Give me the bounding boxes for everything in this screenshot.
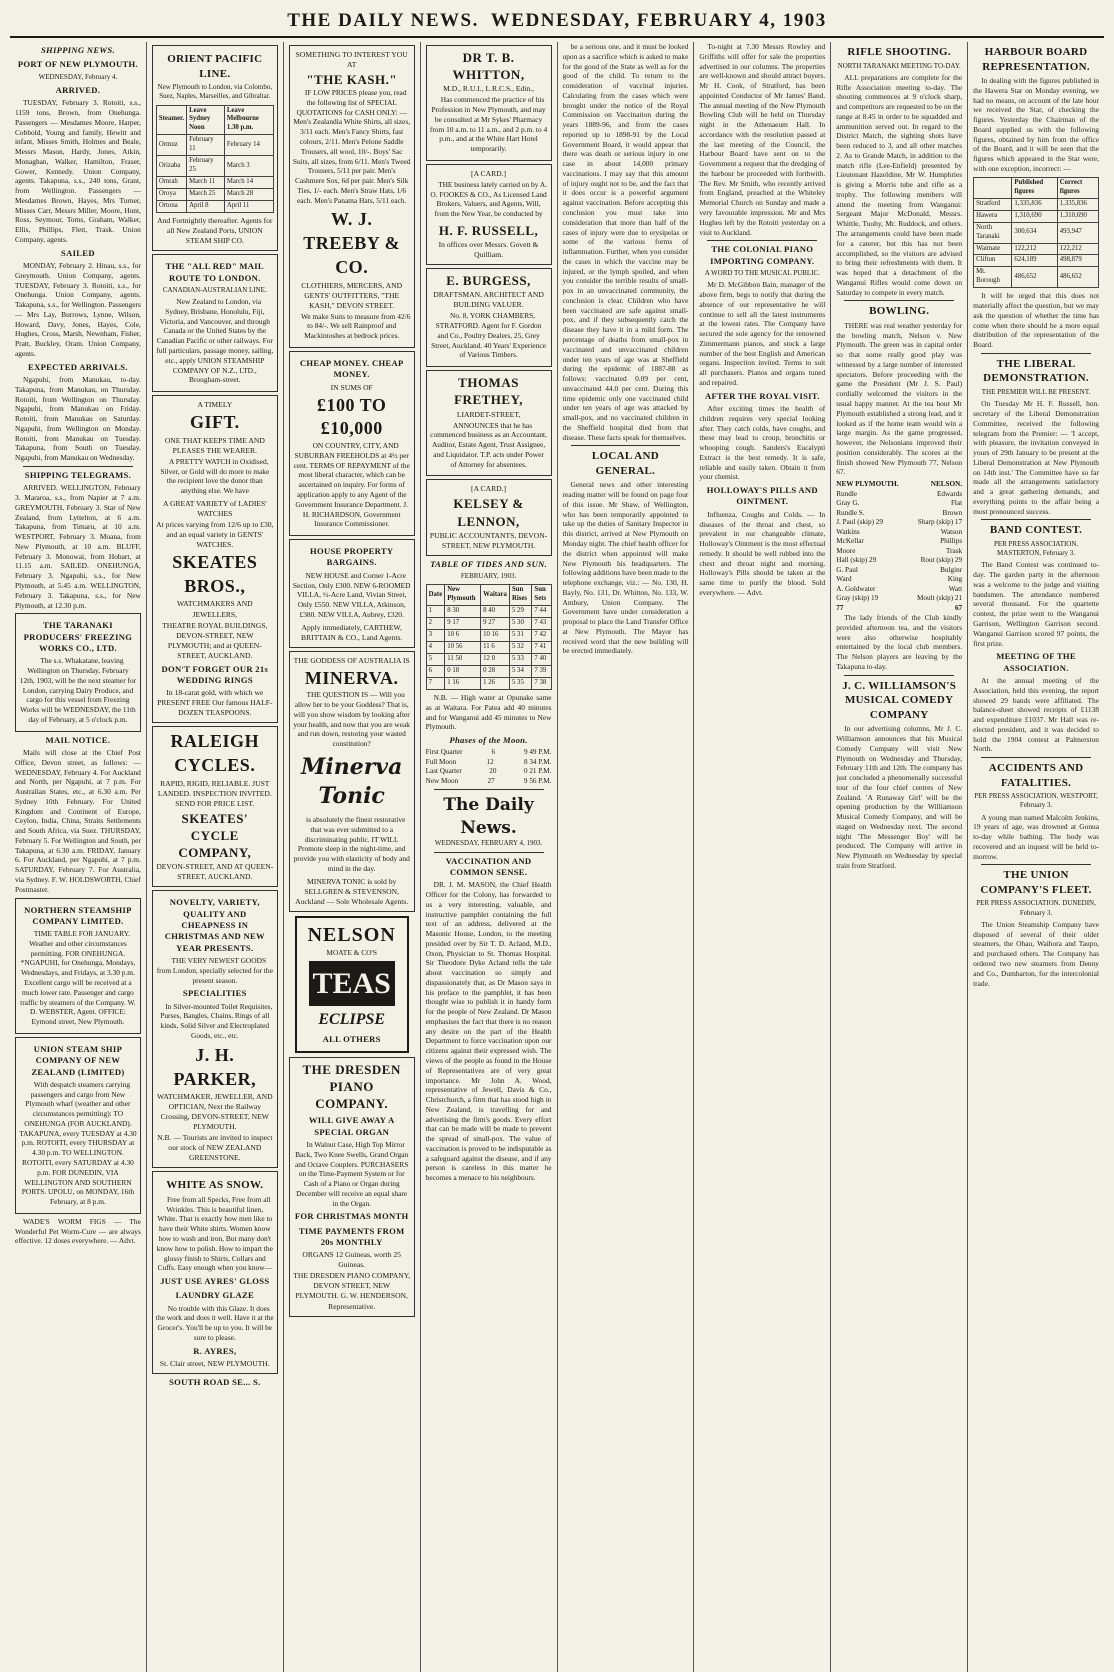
column-1: [10, 42, 147, 1672]
table-row: Gray G. Flat: [836, 499, 963, 508]
table-row: Ward King: [836, 575, 963, 584]
williamson-text: In our advertising columns, Mr J. C. Williamson announces that his Musical Comedy Company will visit New Plymouth on Wednesday and Thursday, February 11th and 12th. The company has just concluded a phenomenally successful tour of the four chief centres of New Zealand. 'A Runaway Girl' will be the opening production by the Williamson Musical Comedy Company, and will be staged on Wednesday next. The second night 'The Messenger Boy' will be produced. The Company will arrive in New Plymouth on Wednesday by special train from Stratford.: [836, 724, 963, 870]
tides-note: N.B. — High water at Opunake same as at Waitara. For Patea add 40 minutes and for Wanganui add 45 minutes to New Plymouth.: [425, 693, 552, 732]
column-3: [284, 42, 421, 1672]
heading-union-fleet: THE UNION COMPANY'S FLEET.: [980, 869, 1092, 896]
heading-telegrams: SHIPPING TELEGRAMS.: [24, 469, 132, 480]
ad-taranaki-freezing: THE TARANAKI PRODUCERS' FREEZING WORKS CO., LTD. The s.s. Whakatane, leaving Wellington on Thursday, February 12th, 1903, will be the next steamer for London, carrying Dairy Produce, and cargo for this vessel from Freezing Works will be WEDNESDAY, the 11th day of February, at 5 o'clock p.m.: [15, 613, 141, 731]
heading-bowling: BOWLING.: [869, 305, 930, 318]
list-item: Full Moon 12 8 34 P.M.: [425, 757, 552, 766]
local-general-text: General news and other interesting reading matter will be found on page four of this issue. Mr Shaw, of Wellington, who has been temporarily appointed to take up the duties of Sanitary Inspector in this district, arrived at New Plymouth on Monday night. The chief health officer for the district when appointed will make New Plymouth his headquarters. The following additions have been made to the telephone exchange, viz.: — No. 130, H. Bayly, No. 131, Dr. Whitton, No. 133, W. Ambury, Union Company. The Government have under consideration a proposal to place the Land Transfer Office at New Plymouth. The Mayor has received word that the new building will be erected immediately.: [562, 480, 689, 656]
heading-expected: EXPECTED ARRIVALS.: [28, 361, 128, 372]
column-2: [147, 42, 284, 1672]
heading-shipping-news: SHIPPING NEWS.: [40, 45, 115, 55]
ad-northern-steamship: NORTHERN STEAMSHIP COMPANY LIMITED. TIME TABLE FOR JANUARY. Weather and other circumstances permitting. FOR ONEHUNGA. *NGAPUHI, for Onehunga, Mondays, Wednesdays, and Fridays, at 3.30 p.m. Excellent cargo will be received at a much lower rate. Passenger and cargo traffic by steamers of the Company. W. D. WEBSTER, Agent. OFFICE: Eymond street, New Plymouth.: [15, 898, 141, 1034]
meeting-text: At the annual meeting of the Association, held this evening, the report showed 29 bands were affiliated. The balance-sheet showed receipts of £1138 and expenditure £1037. Mr Hall was re-elected president, and it was decided to hold the 1904 contest at Palmerston North.: [973, 675, 1099, 754]
column-7: RIFLE SHOOTING. NORTH TARANAKI MEETING TO-DAY. ALL preparations are complete for the Rifle Association meeting to-day. The shooting commences at 9 o'clock sharp, and competitors are requested to be on the range at 8.45 in order to be squadded and ammunition served out. In regard to the District Match, the sighting shots have been reduced to 3, and all other matches 2. As to Grande Match, in addition to the match rifle (Lee-Enfield) presented by Lieutenant Hazeldine, Mr W. Humphries is giving a Morris tube and rifle as a trophy. The following members will attend the meeting from Wanganui: Sergeant Major McDonald, Messrs. Whittle, Tuohy, Mr. Ruddock, and others. The arrangements could have been made for a caterer, but this has not been accomplished, so the visitors are advised to bring their refreshments with them. It was hoped that a detachment of the Wanganui Rifles would come down on Saturday to compete in every match. BOWLING. THERE was real weather yesterday for the bowling match, Nelson v. New Plymouth. The green was in capital order so that some really good play was witnessed by a large number of interested spectators. Before proceeding with the game the President (Mr J. S. Paul) cordially welcomed the visitors in the usual happy manner. At the tea hour Mr Plymouth established a strong lead, and it looked as if the home team would win a large margin. As the game progressed, however, the Nelsonians improved their position considerably. The scores at the finish showed New Plymouth 77, Nelson 67. NEW PLYMOUTH. NELSON. Rundle Edwards Gray G. Flat Rundle S. Brown J. Paul (skip) 29 Sharp (skip) 17 Watkins Watson McKellar Phillips Moore Trask Hall (skip) 29 Rout (skip) 29 G. Paul Bulginr Ward King A. Goldwater Watt Gray (skip) 19 Moult (skip) 21 77 67 The lady friends of the Club kindly provided afternoon tea, and the visitors were also otherwise hospitably entertained by the local club members. The Nelson players are leaving by the Takapuna to-day. J. C. WILLIAMSON'S MUSICAL COMEDY COMPANY In our advertising columns, Mr J. C. Williamson announces that his Musical Comedy Company will visit New Plymouth on Wednesday and Thursday, February 11th and 12th. The company has just concluded a phenomenally successful tour of the four chief centres of New Zealand. 'A Runaway Girl' will be the opening production by the Williamson Musical Comedy Company, and will be staged on Wednesday next. The second night 'The Messenger Boy' will be produced. The Company will arrive in New Plymouth on Wednesday by special train from Stratford.: [831, 42, 968, 1672]
ad-kelsey-lennon: [A CARD.] KELSEY & LENNON, PUBLIC ACCOUNTANTS, DEVON-STREET, NEW PLYMOUTH.: [426, 479, 552, 555]
heading-harbour-board: HARBOUR BOARD REPRESENTATION.: [982, 46, 1090, 73]
ad-russell: [A CARD.] THE business lately carried on by A. O. FOOKES & CO., As Licensed Land Brokers, Valuers, and Agents, Will, from the New Year, be conducted by H. F. RUSSELL, In offices over Messrs. Govett & Quilliam.: [426, 164, 552, 265]
heading-holloway: HOLLOWAY'S PILLS AND OINTMENT.: [706, 485, 818, 507]
harbour-after-text: It will be urged that this does not materially affect the question, but we may ask the question of whether the time has come when there should be a more equal distribution of the representation of the Board.: [973, 291, 1099, 350]
heading-tides: TABLE OF TIDES AND SUN.: [430, 558, 548, 569]
ad-dresden-piano: THE DRESDEN PIANO COMPANY. WILL GIVE AWAY A SPECIAL ORGAN In Walnut Case, High Top Mirror Back, Two Knee Swells, Grand Organ and Octave Couplers. PURCHASERS on the Time-Payment System or for Cash of a Piano or Organ during December will receive an equal share in the Organ. FOR CHRISTMAS MONTH TIME PAYMENTS FROM 20s MONTHLY ORGANS 12 Guineas, worth 25 Guineas. THE DRESDEN PIANO COMPANY, DEVON STREET, NEW PLYMOUTH. G. W. HENDERSON, Representative.: [289, 1057, 415, 1317]
table-row: 4 10 56 11 6 5 32 7 41: [426, 642, 551, 654]
ad-orient-line: ORIENT PACIFIC LINE. New Plymouth to London, via Colombo, Suez, Naples, Marseilles, and Gibraltar. Steamer. Leave Sydney Noon Leave Melbourne 1.30 p.m. Ormuz February 11 February 14 Orizaba February 25 March 3 Omrah March 11 March 14 Oroya March 25 March 28 Ortona April 8 April 11 And Fortnightly thereafter. Agents for all New Zealand Ports, UNION STEAM SHIP CO.: [152, 45, 278, 251]
ad-parker-jeweller: NOVELTY, VARIETY, QUALITY AND CHEAPNESS IN CHRISTMAS AND NEW YEAR PRESENTS. THE VERY NEWEST GOODS from London, specially selected for the present season. SPECIALITIES In Silver-mounted Toilet Requisites, Purses, Bangles, Chains, Rings of all kinds, Solid Silver and Electroplated Goods, etc., etc. J. H. PARKER, WATCHMAKER, JEWELLER, AND OPTICIAN, Next the Railway Crossing, DEVON-STREET, NEW PLYMOUTH. N.B. — Tourists are invited to inspect our stock of NEW ZEALAND GREENSTONE.: [152, 890, 278, 1168]
heading-local-general: LOCAL AND GENERAL.: [591, 450, 660, 477]
heading-mail-notice: MAIL NOTICE.: [45, 734, 111, 745]
ad-raleigh-cycles: RALEIGH CYCLES. RAPID, RIGID, RELIABLE. JUST LANDED. INSPECTION INVITED. SEND FOR PRICE LIST. SKEATES' CYCLE COMPANY, DEVON-STREET, AND AT QUEEN-STREET, AUCKLAND.: [152, 726, 278, 887]
table-row: Clifton 624,189 498,879: [974, 255, 1099, 267]
table-row: 6 0 18 0 28 5 34 7 39: [426, 666, 551, 678]
heading-sailed: SAILED: [61, 247, 95, 258]
table-row: Stratford 1,335,836 1,335,836: [974, 198, 1099, 210]
skeates-bros-title: SKEATES BROS.,: [172, 551, 258, 596]
table-row: 1 8 30 8 40 5 29 7 44: [426, 606, 551, 618]
table-row: Mt. Borough 486,652 486,652: [974, 267, 1099, 288]
table-row: 3 10 6 10 16 5 31 7 42: [426, 630, 551, 642]
table-row: Rundle Edwards: [836, 489, 963, 498]
date-line: WEDNESDAY, February 4.: [38, 72, 118, 81]
orient-table: Steamer. Leave Sydney Noon Leave Melbourne 1.30 p.m. Ormuz February 11 February 14 Orizaba February 25 March 3 Omrah March 11 March 14 Oroya March 25 March 28 Ortona April 8 April 11: [156, 105, 274, 214]
ad-frethey: THOMAS FRETHEY, LIARDET-STREET, ANNOUNCES that he has commenced business as an Accountant, Auditor, Estate Agent, Trust Assignee, and Liquidator. T.P. acts under Power of Attorney for absentees.: [426, 370, 552, 476]
rifle-text: ALL preparations are complete for the Rifle Association meeting to-day. The shooting commences at 9 o'clock sharp, and competitors are requested to be on the range at 8.45 in order to be squadded and ammunition served out. In regard to the District Match, the sighting shots have been reduced to 3, and all other matches 2. As to Grande Match, in addition to the match rifle (Lee-Enfield) presented by Lieutenant Hazeldine, Mr W. Humphries is giving a Morris tube and rifle as a trophy. The following members will attend the meeting from Wanganui: Sergeant Major McDonald, Messrs. Whittle, Tuohy, Mr. Ruddock, and others. The arrangements could have been made for a caterer, but this has not been accomplished, so the visitors are advised to bring their refreshments with them. It was hoped that a detachment of the Wanganui Rifles would come down on Saturday to compete in every match.: [836, 72, 963, 297]
footer-ad-worm-figs: WADE'S WORM FIGS — The Wonderful Pet Worm-Cure — are always effective. 12 doses everywhere. — Advt.: [15, 1216, 141, 1246]
table-row: Watkins Watson: [836, 527, 963, 536]
bowling-text: THERE was real weather yesterday for the bowling match, Nelson v. New Plymouth. The green was in capital order so that some really good play was witnessed by a large number of interested spectators. Before proceeding with the game the President (Mr J. S. Paul) cordially welcomed the visitors in the usual happy manner. At the tea hour Mr Plymouth established a strong lead, and it looked as if the home team would win a large margin. As the game progressed, however, the Nelsonians improved their position considerably. The scores at the finish showed New Plymouth 77, Nelson 67.: [836, 320, 963, 477]
masthead: [10, 8, 1104, 32]
column-6: To-night at 7.30 Messrs Rowley and Griffiths will offer for sale the properties advertised in our columns. The properties are well-known and should attract buyers. Mr H. Cook, of Stratford, has been appointed Conductor of Mr James' Band. The annual meeting of the New Plymouth Bowling Club will be held on Thursday night in the Athenaeum Hall. In accordance with the resolution passed at the last meeting of the Council, the Harbour Board have sent on to the Government a request that the dredging of the harbour be proceeded with forthwith. The Rev. Mr Smith, who recently arrived from England, preached at the Whiteley Memorial Church on Sunday and made a very favourable impression. Mr and Mrs Hughes left by the Rotoiti yesterday on a visit to Auckland. THE COLONIAL PIANO IMPORTING COMPANY. A WORD TO THE MUSICAL PUBLIC. Mr D. McGibbon Bain, manager of the above firm, begs to notify that during the absence of our representative he will continue to sell all the latest instruments at the lowest rates. The Company have secured the sole agency for the renowned Zimmermann pianos, and stock a large number of the best English and American organs. Inspection invited. Terms to suit all purchasers. Pianos and organs tuned and repaired. AFTER THE ROYAL VISIT. After exciting times the health of children requires very special looking after. They catch colds, have coughs, and these may lead to croup, bronchitis or whooping cough. Sanders's Eucalypti Extract is the best remedy. It is safe, reliable and easily taken. Obtain it from your chemist. HOLLOWAY'S PILLS AND OINTMENT. Influenza, Coughs and Colds. — In diseases of the throat and chest, so prevalent in our changeable climate, Holloway's Ointment is the most effectual remedy. It should be well rubbed into the chest and throat night and morning. Holloway's Pills should be taken at the same time to purify the blood. Sold everywhere. — Advt.: [694, 42, 831, 1672]
heading-colonial-piano: THE COLONIAL PIANO IMPORTING COMPANY.: [710, 244, 815, 266]
table-row: Waimate 122,212 122,212: [974, 243, 1099, 255]
arrived-text: TUESDAY, February 3. Rotoiti, s.s., 1159 tons, Brown, from Onehunga. Passengers — Mesdames Moore, Harper, Cobbold, Young and family, Hewitt and infant, Misses Smith, Holmes and Beale, Messrs Mason, Hardy, Jones, Atkin, Monaghan, Walker, Hamilton, Fraser, Gower, Kennedy. Union Company, agents. Takapuna, s.s., 240 tons, Grant, from Wellington. Passengers — Mesdames Brown, Hayes, Mrs Turner, Misses Carr, Messrs Miller, Moore, Hunt, Ross, Seymour, Toms, Graham, Walker, Ellis, Phillips, Flett, Trask. Union Company, agents.: [15, 98, 141, 244]
column-4: DR T. B. WHITTON, M.D., R.U.I., L.R.C.S., Edin., Has commenced the practice of his Profession in New Plymouth, and may be consulted at Mr Sykes' Pharmacy from 10 a.m. to 11 a.m., and 2 p.m. to 4 p.m., and at the White Hart Hotel temporarily. [A CARD.] THE business lately carried on by A. O. FOOKES & CO., As Licensed Land Brokers, Valuers, and Agents, Will, from the New Year, be conducted by H. F. RUSSELL, In offices over Messrs. Govett & Quilliam. E. BURGESS, DRAFTSMAN, ARCHITECT AND BUILDING VALUER. No. 8, YORK CHAMBERS, STRATFORD. Agent for F. Gordon and Co., Poultry Dealers, 25, Grey Street, Auckland. 40 Years' Experience of Various Timbers. THOMAS FRETHEY, LIARDET-STREET, ANNOUNCES that he has commenced business as an Accountant, Auditor, Estate Agent, Trust Assignee, and Liquidator. T.P. acts under Power of Attorney for absentees. [A CARD.] KELSEY & LENNON, PUBLIC ACCOUNTANTS, DEVON-STREET, NEW PLYMOUTH. TABLE OF TIDES AND SUN. FEBRUARY, 1903. Date New Plymouth Waitara Sun Rises Sun Sets 1 8 30 8 40 5 29 7 44 2 9 17 9 27 5 30 7 43 3 10 6 10 16 5 31 7 42 4 10 56 11 6 5 32 7 41 5 11 50 12 0 5 33 7 40 6 0 18 0 28 5 34 7 39 7 1 16 1 26 5 35 7 38 N.B. — High water at Opunake same as at Waitara. For Patea add 40 minutes and for Wanganui add 45 minutes to New Plymouth. Phases of the Moon. First Quarter 6 9 49 P.M. Full Moon 12 8 34 P.M. Last Quarter 20 0 21 P.M. New Moon 27 9 56 P.M. The Daily News. WEDNESDAY, FEBRUARY 4, 1903. VACCINATION AND COMMON SENSE. DR. J. M. MASON, the Chief Health Officer for the Colony, has forwarded to us a very interesting, valuable, and instructive pamphlet containing the full text of an address, delivered at the Masonic House, London, to the meeting presided over by Sir T. D. Acland, M.D., Oxon, Physician to St. Thomas Hospital. Sir Theodore Dyke Acland tells the tale about vaccination so simply and dispassionately that, as Dr Mason says in his preface to the pamphlet, it has been thought wise to publish it in handy form for the people of New Zealand. Dr Mason emphasises the fact that there is no reason any desire on the part of the Health Department to force vaccination upon our citizens against their expressed wish. The views of the people as found in the House of Representatives are of very great importance. Mr John A. Wood, representative of Jewell, Davis & Co., Christchurch, a firm that has stood high in New Zealand, is travelling for and advertising the firm's goods. Every effort that can be made will be made to prevent the spread of small-pox. The value of vaccination is proved to be indisputable as a safeguard against the disease, and if any person is careless in this matter he becomes a menace to his neighbours.: [421, 42, 558, 1672]
heading-accidents: ACCIDENTS AND FATALITIES.: [988, 762, 1084, 789]
harbour-table: Published figures Correct figures Stratford 1,335,836 1,335,836 Hawera 1,310,690 1,310,690 North Taranaki 300,634 493,947 Waimate 122,212 122,212 Clifton 624,189 498,879 Mt. Borough 486,652 486,652: [973, 177, 1099, 289]
paper-name: The Daily News.: [443, 795, 534, 838]
masthead-title: THE DAILY NEWS.: [287, 10, 479, 31]
ad-dr-whitton: DR T. B. WHITTON, M.D., R.U.I., L.R.C.S., Edin., Has commenced the practice of his Profession in New Plymouth, and may be consulted at Mr Sykes' Pharmacy from 10 a.m. to 11 a.m., and 2 p.m. to 4 p.m., and at the White Hart Hotel temporarily.: [426, 45, 552, 161]
column-5: [558, 42, 695, 1672]
local-continued-text: To-night at 7.30 Messrs Rowley and Griffiths will offer for sale the properties advertised in our columns. The properties are well-known and should attract buyers. Mr H. Cook, of Stratford, has been appointed Conductor of Mr James' Band. The annual meeting of the New Plymouth Bowling Club will be held on Thursday night in the Athenaeum Hall. In accordance with the resolution passed at the last meeting of the Council, the Harbour Board have sent on to the Government a request that the dredging of the harbour be proceeded with forthwith. The Rev. Mr Smith, who recently arrived from England, preached at the Whiteley Memorial Church on Sunday and made a very favourable impression. Mr and Mrs Hughes left by the Rotoiti yesterday on a visit to Auckland.: [699, 42, 826, 237]
list-item: Last Quarter 20 0 21 P.M.: [425, 767, 552, 776]
heading-port: PORT OF NEW PLYMOUTH.: [17, 59, 138, 70]
list-item: New Moon 27 9 56 P.M.: [425, 776, 552, 785]
ad-the-kash: SOMETHING TO INTEREST YOU AT "THE KASH." IF LOW PRICES please you, read the following list of SPECIAL QUOTATIONS for CASH ONLY: — Men's Zealandia White Shirts, all sizes, 3/11 each. Men's Fancy Shirts, fast colours, 2/11. Men's Pelone Saddle Trousers, all wool, 10/-. Boys' Sac Suits, all sizes, from 6/11. Men's Tweed Trousers, 5/11 per pair. Men's Cashmere Sox, 6d per pair. Men's Silk Ties, 1/- each. Men's Straw Hats, 1/6 each. Men's Panama Hats, 5/11 each. W. J. TREEBY & CO. CLOTHIERS, MERCERS, AND GENTS' OUTFITTERS, "THE KASH," DEVON STREET. We make Suits to measure from 42/6 to 84/-. We sell Rainproof and Mackintoshes at bedrock prices.: [289, 45, 415, 348]
heading-moon-phases: Phases of the Moon.: [449, 735, 528, 746]
sailed-text: MONDAY, February 2. Hinau, s.s., for Greymouth. Union Company, agents. TUESDAY, February 3. Rotoiti, s.s., for Onehunga. Union Company, agents. Takapuna, s.s., for Wellington. Passengers — Mrs Lay, Burrows, Lynne, Wilson, Howard, Davy, Jones, Hayes, Cole, Hughes, Cross, Marsh, Newnham, Fisher, Pratt, Buckley, Oram. Union Company, agents.: [15, 261, 141, 358]
list-item: First Quarter 6 9 49 P.M.: [425, 748, 552, 757]
heading-band-contest: BAND CONTEST.: [989, 524, 1083, 537]
table-row: Ortona April 8 April 11: [156, 201, 273, 213]
bowling-after-text: The lady friends of the Club kindly provided afternoon tea, and the visitors were also otherwise hospitably entertained by the local club members. The Nelson players are leaving by the Takapuna to-day.: [836, 613, 963, 671]
bowling-table-head: NEW PLYMOUTH. NELSON.: [836, 480, 963, 489]
heading-after-royal-visit: AFTER THE ROYAL VISIT.: [704, 390, 820, 401]
band-text: The Band Contest was continued to-day. The garden party in the afternoon was a welcome to the judge and visiting bandsmen. The attendance numbered several thousand. For the quartette contest, the prize went to the Wanganui Garrison, Wellington Garrison second. Wanganui Garrison scored 97 points, the first prize.: [973, 560, 1099, 648]
heading-editorial: VACCINATION AND COMMON SENSE.: [445, 855, 532, 877]
telegrams-text: ARRIVED. WELLINGTON, February 3. Mararoa, s.s., from Napier at 7 a.m. GREYMOUTH, February 3. Star of New Zealand, from Lyttelton, at 6 a.m. Takapuna, from Timaru, at 10 a.m. WESTPORT, February 3. Moana, from New Plymouth, at 10 a.m. BLUFF, February 3. Monowai, from Hobart, at 11.15 a.m. SAILED. ONEHUNGA, February 3. Ngapuhi, s.s., for New Plymouth, at 5.45 a.m. WELLINGTON, February 3. Takapuna, s.s., for New Plymouth, at 12.30 p.m.: [15, 483, 141, 610]
ad-union-steamship: UNION STEAM SHIP COMPANY OF NEW ZEALAND (LIMITED) With despatch steamers carrying passengers and cargo from New Plymouth wharf (weather and other circumstances permitting): TO ONEHUNGA (FOR AUCKLAND). TAKAPUNA, every TUESDAY at 4.30 p.m. ROTOITI, every THURSDAY at 4.30 p.m. TO WELLINGTON. ROTOITI, every SATURDAY at 4.30 p.m. FOR DUNEDIN, VIA WELLINGTON AND SOUTHERN PORTS. UPOLU, on MONDAY, 16th February, at 8 p.m.: [15, 1037, 141, 1214]
article-vaccination-cont: be a serious one, and it must be looked upon as a sacrifice which is asked to make for the good of the State as well as for the good of the child. To return to the consideration of vaccinal injuries. Calculating from the cases which were brought under the notice of the Royal Commission on Vaccination during the years 1889-96, and from the cases reported up to 1898-91 by the Local Government Board, it would appear that there was death or serious injury in one case in about 14,000 primary vaccinations. I may say that this amount of injury ought not to be, and the fact that it does occur is a powerful argument against vaccination. Before accepting this conclusion you must take into consideration that more than half of the cases of injury were due to erysipelas or some of the various forms of inflammation. Further, when you consider the cases in which the vaccine may be injured, or the lymph spoiled, and when you consider the terrible results of small-pox in an unvaccinated community, the conclusion is clear. Children who have been vaccinated are safe against small-pox, and if they subsequently catch the disease they have it in a mild form. The percentage of deaths from small-pox in vaccinated and unvaccinated children under ten years of age was at Sheffield during the epidemic of 1887-88 as follows: vaccinated 0.09 per cent, unvaccinated 44.0 per cent. During this time epidemic only one vaccinated child under ten years of age was attacked by small-pox, and no vaccinated children in the Sheffield hospital died from that disease. These facts speak for themselves.: [562, 42, 689, 442]
table-row: 5 11 50 12 0 5 33 7 40: [426, 654, 551, 666]
ad-nelson-teas: NELSON MOATE & CO'S TEAS ECLIPSE ALL OTHERS: [295, 916, 409, 1053]
ad-timely-gift: A TIMELY GIFT. ONE THAT KEEPS TIME AND PLEASES THE WEARER. A PRETTY WATCH in Oxidised, Silver, or Gold will do more to make the recipient love the donor than anything else. We have A GREAT VARIETY of LADIES' WATCHES At prices varying from 12/6 up to £30, and an equal variety in GENTS' WATCHES. SKEATES BROS., WATCHMAKERS AND JEWELLERS, THEATRE ROYAL BUILDINGS, DEVON-STREET, NEW PLYMOUTH; and at QUEEN-STREET, AUCKLAND. DON'T FORGET OUR 21s WEDDING RINGS In 18-carat gold, with which we PRESENT FREE Our famous HALF-DOZEN TEASPOONS.: [152, 395, 278, 723]
liberal-text: On Tuesday Mr H. F. Russell, hon. secretary of the Liberal Demonstration Committee, received the following telegram from the Premier: — 'I accept, with pleasure, the invitation conveyed in yours of 29th January to be present at the Liberal Demonstration at New Plymouth on 14th inst.' The Committee have so far made all the arrangements satisfactory and a great gathering demands, and everything points to the affair being a most pronounced success.: [973, 399, 1099, 516]
table-row: Moore Trask: [836, 546, 963, 555]
ad-minerva-tonic: THE GODDESS OF AUSTRALIA IS MINERVA. THE QUESTION IS — Will you allow her to be your Goddess? That is, will you show wisdom by looking after your health, and now that you are weak and run down, restoring your wasted constitution? Minerva Tonic is absolutely the finest restorative that was ever submitted to a discriminating public. IT WILL Promote sleep in the night-time, and provide you with elasticity of body and mind in the day. MINERVA TONIC is sold by SELLGREN & STEVENSON, Auckland — Sole Wholesale Agents.: [289, 651, 415, 912]
bowling-totals: 77 67: [836, 603, 963, 612]
union-fleet-text: The Union Steamship Company have disposed of several of their older steamers, the Ohau, Waihora and Taupo, and purchased others. The Company has ordered two new steamers from Denny and Co., Dumbarton, for the intercolonial trade.: [973, 919, 1099, 988]
accidents-text: A young man named Malcolm Jenkins, 19 years of age, was drowned at Gonua to-day while bathing. The body was recovered and an inquest will be held to-morrow.: [973, 812, 1099, 861]
masthead-date: WEDNESDAY, FEBRUARY 4, 1903: [490, 10, 827, 31]
ad-cheap-money: CHEAP MONEY. CHEAP MONEY. IN SUMS OF £100 TO £10,000 ON COUNTRY, CITY, AND SUBURBAN FREEHOLDS at 4½ per cent. TERMS OF REPAYMENT of the most liberal character, which can be ascertained on inquiry. For forms of application apply to any Agent of the Government Insurance Department. J. H. RICHARDSON, Government Insurance Commissioner.: [289, 351, 415, 536]
table-row: Gray (skip) 19 Moult (skip) 21: [836, 594, 963, 603]
table-row: Orizaba February 25 March 3: [156, 156, 273, 177]
ad-all-red-route: THE "ALL RED" MAIL ROUTE TO LONDON. CANADIAN-AUSTRALIAN LINE. New Zealand to London, via Sydney, Brisbane, Honolulu, Fiji, Victoria, and Vancouver, and through Canada or the United States by the Canadian Pacific or other railways. For full particulars, passage money, sailing, etc., apply UNION STEAMSHIP COMPANY OF N.Z., LTD., Brougham-street.: [152, 254, 278, 392]
table-row: Ormuz February 11 February 14: [156, 135, 273, 156]
heading-arrived: ARRIVED.: [55, 84, 101, 95]
table-row: G. Paul Bulginr: [836, 565, 963, 574]
editorial-text: DR. J. M. MASON, the Chief Health Officer for the Colony, has forwarded to us a very interesting, valuable, and instructive pamphlet containing the full text of an address, delivered at the Masonic House, London, to the meeting presided over by Sir T. D. Acland, M.D., Oxon, Physician to St. Thomas Hospital. Sir Theodore Dyke Acland tells the tale about vaccination so simply and dispassionately that, as Dr Mason says in his preface to the pamphlet, it has been thought wise to publish it in handy form for the people of New Zealand. Dr Mason emphasises the fact that there is no reason any desire on the part of the Health Department to force vaccination upon our citizens against their expressed wish. The views of the people as found in the House of Representatives are of very great importance. Mr John A. Wood, representative of Jewell, Davis & Co., Christchurch, a firm that has stood high in New Zealand, is travelling for and advertising the firm's goods. Every effort that can be made will be made to prevent the spread of small-pox. The value of vaccination is proved to be indisputable as a safeguard against the disease, and if any person is careless in this matter he becomes a menace to his neighbours.: [425, 880, 552, 1183]
columns: [10, 42, 1104, 1672]
footer-ad-south-road: SOUTH ROAD SE... S.: [169, 1377, 261, 1388]
table-row: J. Paul (skip) 29 Sharp (skip) 17: [836, 518, 963, 527]
tides-table: Date New Plymouth Waitara Sun Rises Sun Sets 1 8 30 8 40 5 29 7 44 2 9 17 9 27 5 30 7 43 3 10 6 10 16 5 31 7 42 4 10 56 11 6 5 32 7 41 5 11 50 12 0 5 33 7 40 6 0 18 0 28 5 34 7 39 7 1 16 1 26 5 35 7 38: [426, 584, 552, 690]
table-row: Rundle S. Brown: [836, 508, 963, 517]
holloway-text: Influenza, Coughs and Colds. — In diseases of the throat and chest, so prevalent in our changeable climate, Holloway's Ointment is the most effectual remedy. It should be well rubbed into the chest and throat night and morning. Holloway's Pills should be taken at the same time to purify the blood. Sold everywhere. — Advt.: [699, 509, 826, 597]
minerva-tonic-logo: Minerva Tonic: [301, 753, 403, 809]
heading-liberal-demo: THE LIBERAL DEMONSTRATION.: [983, 357, 1089, 385]
masthead-rule: [10, 36, 1104, 38]
table-row: Hawera 1,310,690 1,310,690: [974, 210, 1099, 222]
ad-burgess: E. BURGESS, DRAFTSMAN, ARCHITECT AND BUILDING VALUER. No. 8, YORK CHAMBERS, STRATFORD. Agent for F. Gordon and Co., Poultry Dealers, 25, Grey Street, Auckland. 40 Years' Experience of Various Timbers.: [426, 268, 552, 367]
table-row: 2 9 17 9 27 5 30 7 43: [426, 618, 551, 630]
expected-text: Ngapuhi, from Manukau, to-day. Takapuna, from Manukau, on Thursday. Rotoiti, from Wellington on Thursday. Ngapuhi, from Manukau on Friday. Rotoiti, from Manukau on Saturday. Ngapuhi, from Wellington on Monday. Rotoiti, from Manukau on Tuesday. Takapuna, from South on Tuesday. Ngapuhi, from Manukau on Wednesday.: [15, 375, 141, 463]
heading-williamson: J. C. WILLIAMSON'S MUSICAL COMEDY COMPANY: [842, 679, 957, 721]
table-row: Oroya March 25 March 28: [156, 189, 273, 201]
table-row: Hall (skip) 29 Rout (skip) 29: [836, 556, 963, 565]
paper-date: WEDNESDAY, FEBRUARY 4, 1903.: [434, 839, 543, 848]
mail-text: Mails will close at the Chief Post Office, Devon street, as follows: — WEDNESDAY, February 4. For Auckland and North, per Ngapuhi, at 7 p.m. For Australian States, etc., at 6.30 a.m. Per Sydney 10th February. For United Kingdom and Continent of Europe, Ceylon, India, China, Straits Settlements and South Africa, via Suez. THURSDAY, February 5. For Wellington and South, per Takapuna, at 6.30 a.m. FRIDAY, January 6. For Auckland, per Ngapuhi, at 7 p.m. SATURDAY, February 7. For Australia, via Sydney. F. W. HOLDSWORTH, Chief Postmaster.: [15, 748, 141, 894]
table-row: McKellar Phillips: [836, 537, 963, 546]
ad-ayres-gloss: WHITE AS SNOW. Free from all Specks, Free from all Wrinkles. This is beautiful linen, White. That is exactly how men like to have their White shirts. Women know how to wash and iron, But many don't know how to polish. How to impart the glossy finish to Shirts, Collars and Cuffs. Easy enough when you know— JUST USE AYRES' GLOSS LAUNDRY GLAZE No trouble with this Glaze. It does the work and does it well. Have it at the Grocer's. You'll be up to you. It will be sure to please. R. AYRES, St. Clair street, NEW PLYMOUTH.: [152, 1171, 278, 1374]
column-8: HARBOUR BOARD REPRESENTATION. In dealing with the figures published in the Hawera Star on Monday evening, we had no means, on account of the late hour we received the Star, of checking the figures. Yesterday the Chairman of the Board supplied us with the following figures, obtained by him from the office of the Board, and it will be seen that the figures which appeared in the Star were, with one exception, incorrect: — Published figures Correct figures Stratford 1,335,836 1,335,836 Hawera 1,310,690 1,310,690 North Taranaki 300,634 493,947 Waimate 122,212 122,212 Clifton 624,189 498,879 Mt. Borough 486,652 486,652 It will be urged that this does not materially affect the question, but we may ask the question of whether the time has come when there should be a more equal distribution of the representation of the Board. THE LIBERAL DEMONSTRATION. THE PREMIER WILL BE PRESENT. On Tuesday Mr H. F. Russell, hon. secretary of the Liberal Demonstration Committee, received the following telegram from the Premier: — 'I accept, with pleasure, the invitation conveyed in yours of 29th January to be present at the Liberal Demonstration at New Plymouth on 14th inst.' The Committee have so far made all the arrangements satisfactory and a great gathering demands, and everything points to the affair being a most pronounced success. BAND CONTEST. PER PRESS ASSOCIATION. MASTERTON, February 3. The Band Contest was continued to-day. The garden party in the afternoon was a welcome to the judge and visiting bandsmen. The attendance numbered several thousand. For the quartette contest, the prize went to the Wanganui Garrison, Wellington Garrison second. Wanganui Garrison scored 97 points, the first prize. MEETING OF THE ASSOCIATION. At the annual meeting of the Association, held this evening, the report showed 29 bands were affiliated. The balance-sheet showed receipts of £1138 and expenditure £1037. Mr Hall was re-elected president, and it was decided to hold the 1904 contest at Palmerston North. ACCIDENTS AND FATALITIES. PER PRESS ASSOCIATION. WESTPORT, February 3. A young man named Malcolm Jenkins, 19 years of age, was drowned at Gonua to-day while bathing. The body was recovered and an inquest will be held to-morrow. THE UNION COMPANY'S FLEET. PER PRESS ASSOCIATION. DUNEDIN, February 3. The Union Steamship Company have disposed of several of their older steamers, the Ohau, Waihora and Taupo, and purchased others. The Company has ordered two new steamers from Denny and Co., Dumbarton, for the intercolonial trade.: [973, 46, 1099, 988]
heading-association-meeting: MEETING OF THE ASSOCIATION.: [996, 651, 1076, 673]
table-row: Omrah March 11 March 14: [156, 177, 273, 189]
ad-house-property: HOUSE PROPERTY BARGAINS. NEW HOUSE and Corner 1-Acre Section, Only £300. NEW 6-ROOMED VILLA, ½-Acre Land, Vivian Street, Only £550. NEW VILLA, Atkinson, £380. NEW VILLA, Aubrey, £320. Apply immediately, CARTHEW, BRITTAIN & CO., Land Agents.: [289, 539, 415, 648]
table-row: North Taranaki 300,634 493,947: [974, 222, 1099, 243]
table-row: A. Goldwater Watt: [836, 584, 963, 593]
table-row: 7 1 16 1 26 5 35 7 38: [426, 678, 551, 690]
after-visit-text: After exciting times the health of children requires very special looking after. They catch colds, have coughs, and these may lead to croup, bronchitis or whooping cough. Sanders's Eucalypti Extract is the best remedy. It is safe, reliable and easily taken. Obtain it from your chemist.: [699, 404, 826, 482]
heading-rifle-shooting: RIFLE SHOOTING.: [847, 46, 951, 58]
harbour-text: In dealing with the figures published in the Hawera Star on Monday evening, we had no means, on account of the late hour we received the Star, of checking the figures. Yesterday the Chairman of the Board supplied us with the following figures, obtained by him from the office of the Board, and it will be seen that the figures which appeared in the Star were, with one exception, incorrect: —: [973, 76, 1099, 173]
piano-text: Mr D. McGibbon Bain, manager of the above firm, begs to notify that during the absence of our representative he will continue to sell all the latest instruments at the lowest rates. The Company have secured the sole agency for the renowned Zimmermann pianos, and stock a large number of the best English and American organs. Inspection invited. Terms to suit all purchasers. Pianos and organs tuned and repaired.: [699, 280, 826, 387]
